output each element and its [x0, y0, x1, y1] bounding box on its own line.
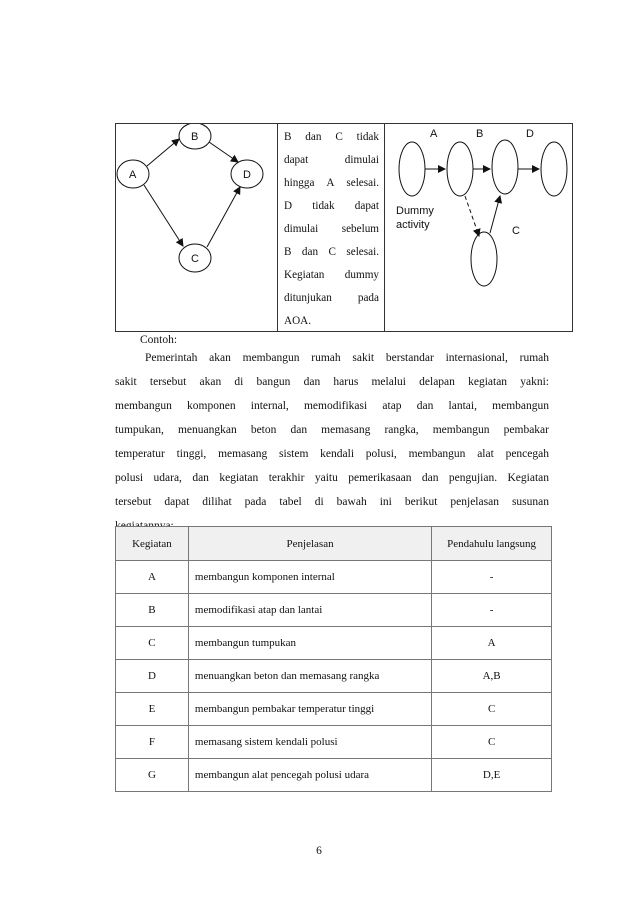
header-pendahulu: Pendahulu langsung [432, 527, 552, 561]
header-penjelasan: Penjelasan [188, 527, 431, 561]
paragraph-line: tersebut dapat dilihat pada tabel di bawah ini berikut penjelasan susunan [115, 496, 549, 508]
aoa-label-c: C [512, 225, 520, 237]
paragraph-line: Pemerintah akan membangun rumah sakit berstandar internasional, rumah [145, 352, 549, 364]
table-row [116, 660, 552, 693]
aoa-arrow-c [490, 196, 500, 233]
aoa-label-b: B [476, 128, 484, 140]
cell-pendahulu: - [432, 561, 552, 594]
cell-kegiatan: F [116, 726, 189, 759]
aoa-label-dummy-1: Dummy [396, 205, 434, 217]
cell-pendahulu: C [432, 726, 552, 759]
cell-penjelasan: memodifikasi atap dan lantai [188, 594, 431, 627]
figure-description [284, 126, 379, 333]
cell-penjelasan: membangun pembakar temperatur tinggi [188, 693, 431, 726]
cell-kegiatan: E [116, 693, 189, 726]
description-line: ditunjukan pada [284, 292, 379, 304]
description-line: B dan C tidak [284, 131, 379, 143]
body-paragraph [115, 346, 549, 538]
aon-diagram [116, 124, 277, 333]
table-row [116, 627, 552, 660]
aoa-node-3 [492, 140, 518, 194]
table-row [116, 561, 552, 594]
description-line: dimulai sebelum [284, 223, 379, 235]
cell-kegiatan: C [116, 627, 189, 660]
description-line: Kegiatan dummy [284, 269, 379, 281]
description-line: hingga A selesai. [284, 177, 379, 189]
cell-kegiatan: A [116, 561, 189, 594]
aon-label-d: D [243, 169, 251, 181]
cell-penjelasan: membangun tumpukan [188, 627, 431, 660]
cell-pendahulu: - [432, 594, 552, 627]
activities-table [115, 526, 552, 792]
description-line: AOA. [284, 315, 312, 327]
cell-kegiatan: D [116, 660, 189, 693]
paragraph-line: sakit tersebut akan di bangun dan harus melalui delapan kegiatan yakni: [115, 376, 549, 388]
aon-label-c: C [191, 253, 199, 265]
paragraph-line: temperatur tinggi, memasang sistem kendali polusi, membangun alat pencegah [115, 448, 549, 460]
aoa-node-1 [399, 142, 425, 196]
aoa-label-d: D [526, 128, 534, 140]
paragraph-line: polusi udara, dan kegiatan terakhir yaitu pemerikasaan dan pengujian. Kegiatan [115, 472, 549, 484]
aoa-label-dummy-2: activity [396, 219, 430, 231]
aon-arrow-b-d [209, 142, 238, 162]
cell-pendahulu: A [432, 627, 552, 660]
aoa-node-5 [471, 232, 497, 286]
aon-label-b: B [191, 131, 199, 143]
aon-arrow-a-b [147, 139, 179, 166]
cell-pendahulu: C [432, 693, 552, 726]
figure-table [115, 123, 573, 332]
aoa-label-a: A [430, 128, 438, 140]
cell-penjelasan: memasang sistem kendali polusi [188, 726, 431, 759]
aoa-diagram [384, 124, 573, 333]
description-line: B dan C selesai. [284, 246, 379, 258]
header-kegiatan: Kegiatan [116, 527, 189, 561]
table-row [116, 726, 552, 759]
aon-label-a: A [129, 169, 137, 181]
table-row [116, 693, 552, 726]
cell-penjelasan: membangun alat pencegah polusi udara [188, 759, 431, 792]
cell-kegiatan: G [116, 759, 189, 792]
aon-diagram-cell [116, 124, 278, 331]
aoa-dummy-arrow [465, 196, 479, 236]
aoa-diagram-cell [384, 124, 572, 331]
paragraph-line: membangun komponen internal, memodifikasi atap dan lantai, membangun [115, 400, 549, 412]
description-line: dapat dimulai [284, 154, 379, 166]
figure-description-cell [277, 124, 385, 331]
cell-penjelasan: membangun komponen internal [188, 561, 431, 594]
aoa-node-4 [541, 142, 567, 196]
paragraph-line: tumpukan, menuangkan beton dan memasang rangka, membangun pembakar [115, 424, 549, 436]
aoa-node-2 [447, 142, 473, 196]
table-row [116, 594, 552, 627]
table-header-row [116, 527, 552, 561]
example-label: Contoh: [140, 334, 178, 346]
cell-penjelasan: menuangkan beton dan memasang rangka [188, 660, 431, 693]
cell-kegiatan: B [116, 594, 189, 627]
page-number: 6 [316, 845, 322, 857]
aon-arrow-c-d [207, 187, 240, 247]
table-row [116, 759, 552, 792]
description-line: D tidak dapat [284, 200, 379, 212]
cell-pendahulu: A,B [432, 660, 552, 693]
aon-arrow-a-c [144, 185, 183, 246]
cell-pendahulu: D,E [432, 759, 552, 792]
